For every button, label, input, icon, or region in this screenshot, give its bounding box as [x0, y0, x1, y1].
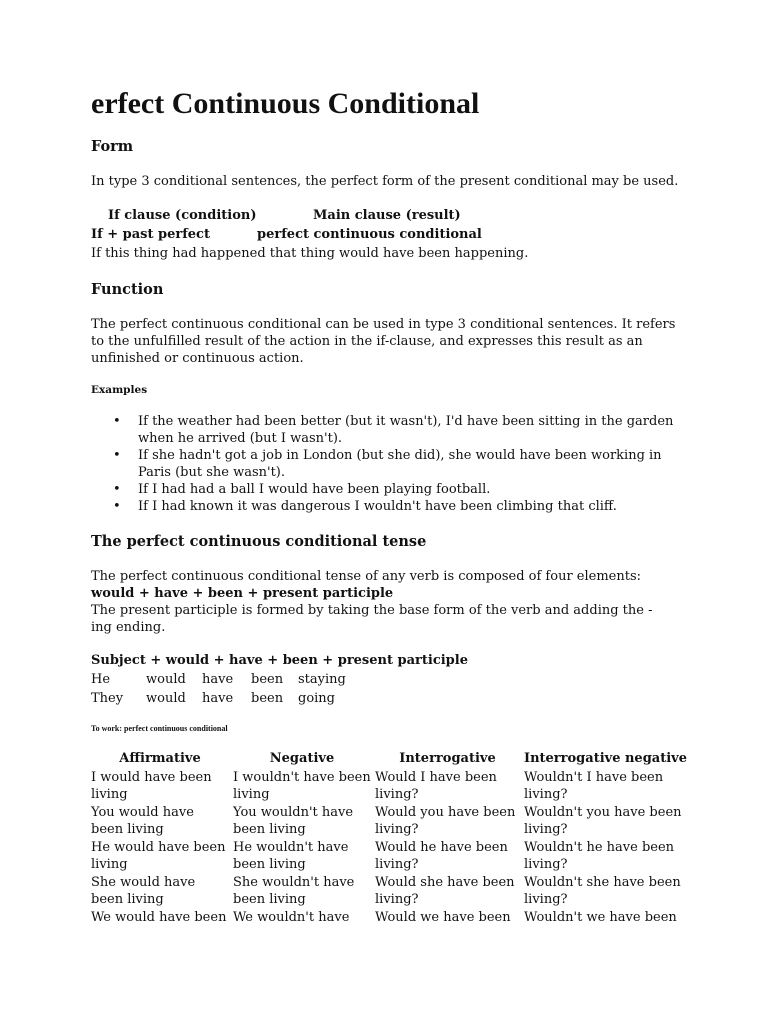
table-cell: He wouldn't have been living: [233, 839, 349, 872]
example-text: If I had had a ball I would have been playing football.: [138, 482, 491, 497]
column-header-interrogative-negative: Interrogative negative: [524, 751, 687, 766]
table-cell: You would have been living: [91, 804, 194, 837]
structure-been: been: [251, 672, 284, 687]
examples-label: Examples: [91, 384, 148, 396]
main-clause-form: perfect continuous conditional: [257, 227, 482, 242]
bullet-icon: •: [113, 448, 121, 463]
column-header-affirmative: Affirmative: [119, 751, 201, 766]
if-clause-header: If clause (condition): [108, 208, 257, 223]
bullet-icon: •: [113, 499, 121, 514]
tense-formula: would + have + been + present participle: [91, 586, 394, 601]
table-cell: Wouldn't she have been living?: [524, 874, 681, 907]
table-row: [89, 839, 689, 874]
structure-participle: staying: [298, 672, 346, 687]
function-heading: Function: [91, 281, 164, 298]
example-text: If she hadn't got a job in London (but she did), she would have been working in Paris (but she wasn't).: [138, 448, 662, 480]
conjugation-table: [89, 750, 689, 926]
participle-note: The present participle is formed by taking the base form of the verb and adding the -ing ending.: [91, 603, 653, 635]
structure-would: would: [146, 691, 186, 706]
table-cell: Wouldn't I have been living?: [524, 769, 664, 802]
form-intro: In type 3 conditional sentences, the perfect form of the present conditional may be used.: [91, 174, 679, 189]
table-cell: Would you have been living?: [375, 804, 516, 837]
table-cell: Wouldn't he have been living?: [524, 839, 675, 872]
bullet-icon: •: [113, 414, 121, 429]
example-text: If I had known it was dangerous I wouldn't have been climbing that cliff.: [138, 499, 617, 514]
table-cell: You wouldn't have been living: [233, 804, 354, 837]
tense-intro: The perfect continuous conditional tense of any verb is composed of four elements:: [91, 569, 641, 584]
table-row: [89, 874, 689, 909]
structure-participle: going: [298, 691, 336, 706]
table-row: [89, 804, 689, 839]
table-cell: We wouldn't have: [233, 909, 350, 925]
structure-have: have: [202, 672, 234, 687]
structure-would: would: [146, 672, 186, 687]
bullet-icon: •: [113, 482, 121, 497]
structure-been: been: [251, 691, 284, 706]
list-item: [91, 481, 681, 498]
table-cell: Wouldn't we have been: [524, 909, 677, 925]
structure-header: Subject + would + have + been + present participle: [91, 653, 468, 668]
example-text: If the weather had been better (but it wasn't), I'd have been sitting in the garden when he arrived (but I wasn't).: [138, 414, 674, 446]
table-row: [89, 769, 689, 804]
table-cell: She wouldn't have been living: [233, 874, 355, 907]
examples-list: [91, 413, 681, 515]
function-text: The perfect continuous conditional can be used in type 3 conditional sentences. It refers to the unfulfilled result of the action in the if-clause, and expresses this result as an unfinished or continuous action.: [91, 317, 676, 366]
main-clause-header: Main clause (result): [313, 208, 461, 223]
structure-have: have: [202, 691, 234, 706]
list-item: [91, 413, 681, 447]
column-header-negative: Negative: [269, 751, 335, 766]
table-cell: We would have been: [91, 909, 227, 925]
table-cell: Would he have been living?: [375, 839, 508, 872]
structure-subject: He: [91, 672, 111, 687]
table-cell: She would have been living: [91, 874, 196, 907]
table-cell: Wouldn't you have been living?: [524, 804, 682, 837]
table-cell: Would I have been living?: [375, 769, 497, 802]
table-cell: I wouldn't have been living: [233, 769, 371, 802]
list-item: [91, 447, 681, 481]
tense-heading: The perfect continuous conditional tense: [91, 533, 427, 550]
column-header-interrogative: Interrogative: [399, 751, 496, 766]
table-cell: Would she have been living?: [375, 874, 515, 907]
page-title: erfect Continuous Conditional: [91, 87, 480, 120]
table-cell: Would we have been: [375, 909, 511, 925]
table-cell: He would have been living: [91, 839, 226, 872]
table-row: [89, 909, 689, 927]
form-example: If this thing had happened that thing would have been happening.: [91, 246, 529, 261]
if-clause-form: If + past perfect: [91, 227, 210, 242]
conjugation-caption: To work: perfect continuous conditional: [91, 724, 228, 733]
table-cell: I would have been living: [91, 769, 212, 802]
form-heading: Form: [91, 138, 134, 155]
table-header-row: [89, 750, 689, 769]
list-item: [91, 498, 681, 515]
structure-subject: They: [91, 691, 124, 706]
